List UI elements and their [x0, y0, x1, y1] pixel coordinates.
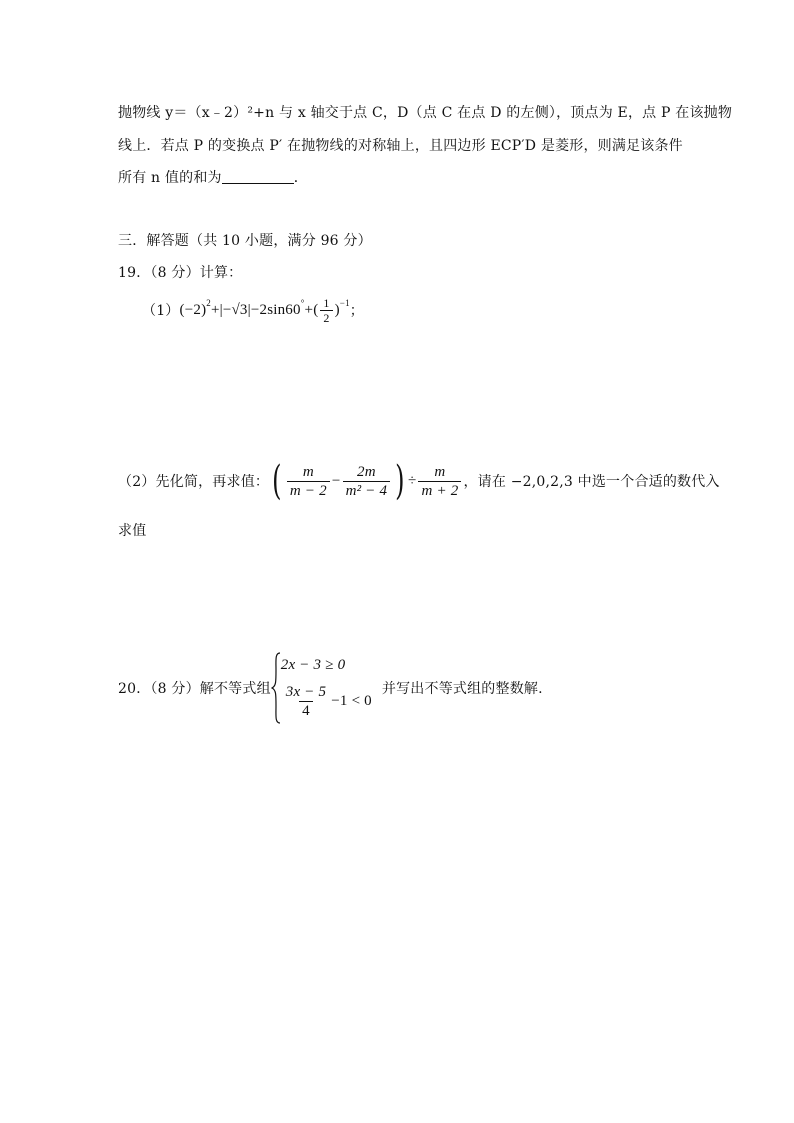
frac-num: 1	[323, 295, 330, 310]
paragraph-line-1: 抛物线 y＝（x﹣2）²+n 与 x 轴交于点 C，D（点 C 在点 D 的左侧），顶点为 E，点 P 在该抛物	[118, 105, 733, 121]
frac-den: 2	[320, 310, 332, 325]
fraction-1	[287, 463, 330, 500]
question-19-title: 19．（8 分）计算：	[118, 265, 243, 281]
q19-part2-line-2: 求值	[118, 523, 147, 539]
exp-a: 2	[206, 297, 211, 308]
question-19-part-2	[118, 458, 720, 504]
ineq2-tail: −1 < 0	[331, 692, 372, 709]
minus-sign: −	[331, 472, 341, 489]
ineq2-den: 4	[299, 701, 313, 720]
inequality-system	[271, 652, 372, 724]
question-20	[118, 652, 543, 724]
paragraph-line-3-end: ．	[293, 170, 308, 186]
divide-sign: ÷	[408, 472, 417, 489]
abs-sqrt3: |−√3|	[219, 301, 251, 318]
ineq2-fraction	[283, 683, 329, 720]
inequality-2	[281, 678, 372, 724]
q20-tail: 并写出不等式组的整数解.	[381, 681, 543, 697]
inequality-1: 2x − 3 ≥ 0	[280, 657, 346, 673]
answer-blank[interactable]	[222, 169, 294, 184]
left-brace-icon	[271, 652, 281, 724]
expr-e: )	[334, 301, 340, 318]
left-paren: (	[272, 458, 282, 504]
paragraph-line-2: 线上．若点 P 的变换点 P′ 在抛物线的对称轴上，且四边形 ECP′D 是菱形，则满足该条件	[118, 138, 683, 154]
fraction-3	[418, 463, 461, 500]
exp-e: −1	[339, 297, 350, 308]
q19-part1-expression	[180, 296, 350, 325]
fraction-2	[343, 463, 391, 500]
half-fraction	[320, 296, 332, 325]
section-title: 三．解答题（共 10 小题，满分 96 分）	[118, 233, 372, 249]
paragraph-line-3-text: 所有 n 值的和为	[118, 170, 222, 186]
degree-mark: °	[300, 297, 305, 308]
ineq2-num: 3x − 5	[285, 683, 327, 700]
q19-part1-label: （1）	[142, 303, 180, 319]
f1-den: m − 2	[287, 481, 330, 500]
expr-a: (−2)	[179, 301, 207, 318]
expr-c: −2sin60	[250, 301, 301, 318]
f3-num: m	[434, 463, 446, 480]
expr-d: +(	[304, 301, 319, 318]
q20-label: 20．（8 分）解不等式组	[118, 681, 271, 697]
f1-num: m	[302, 463, 314, 480]
paragraph-line-3	[118, 167, 308, 187]
f2-den: m² − 4	[343, 481, 391, 500]
q19-part2-label: （2）先化简，再求值：	[118, 474, 270, 490]
f2-num: 2m	[357, 463, 376, 480]
expr-b: +	[210, 301, 220, 318]
question-19-part-1	[142, 290, 364, 330]
right-paren: )	[395, 458, 405, 504]
q19-part2-tail: ，请在 −2,0,2,3 中选一个合适的数代入	[463, 474, 720, 490]
f3-den: m + 2	[418, 481, 461, 500]
q19-part1-end: ；	[349, 303, 364, 319]
